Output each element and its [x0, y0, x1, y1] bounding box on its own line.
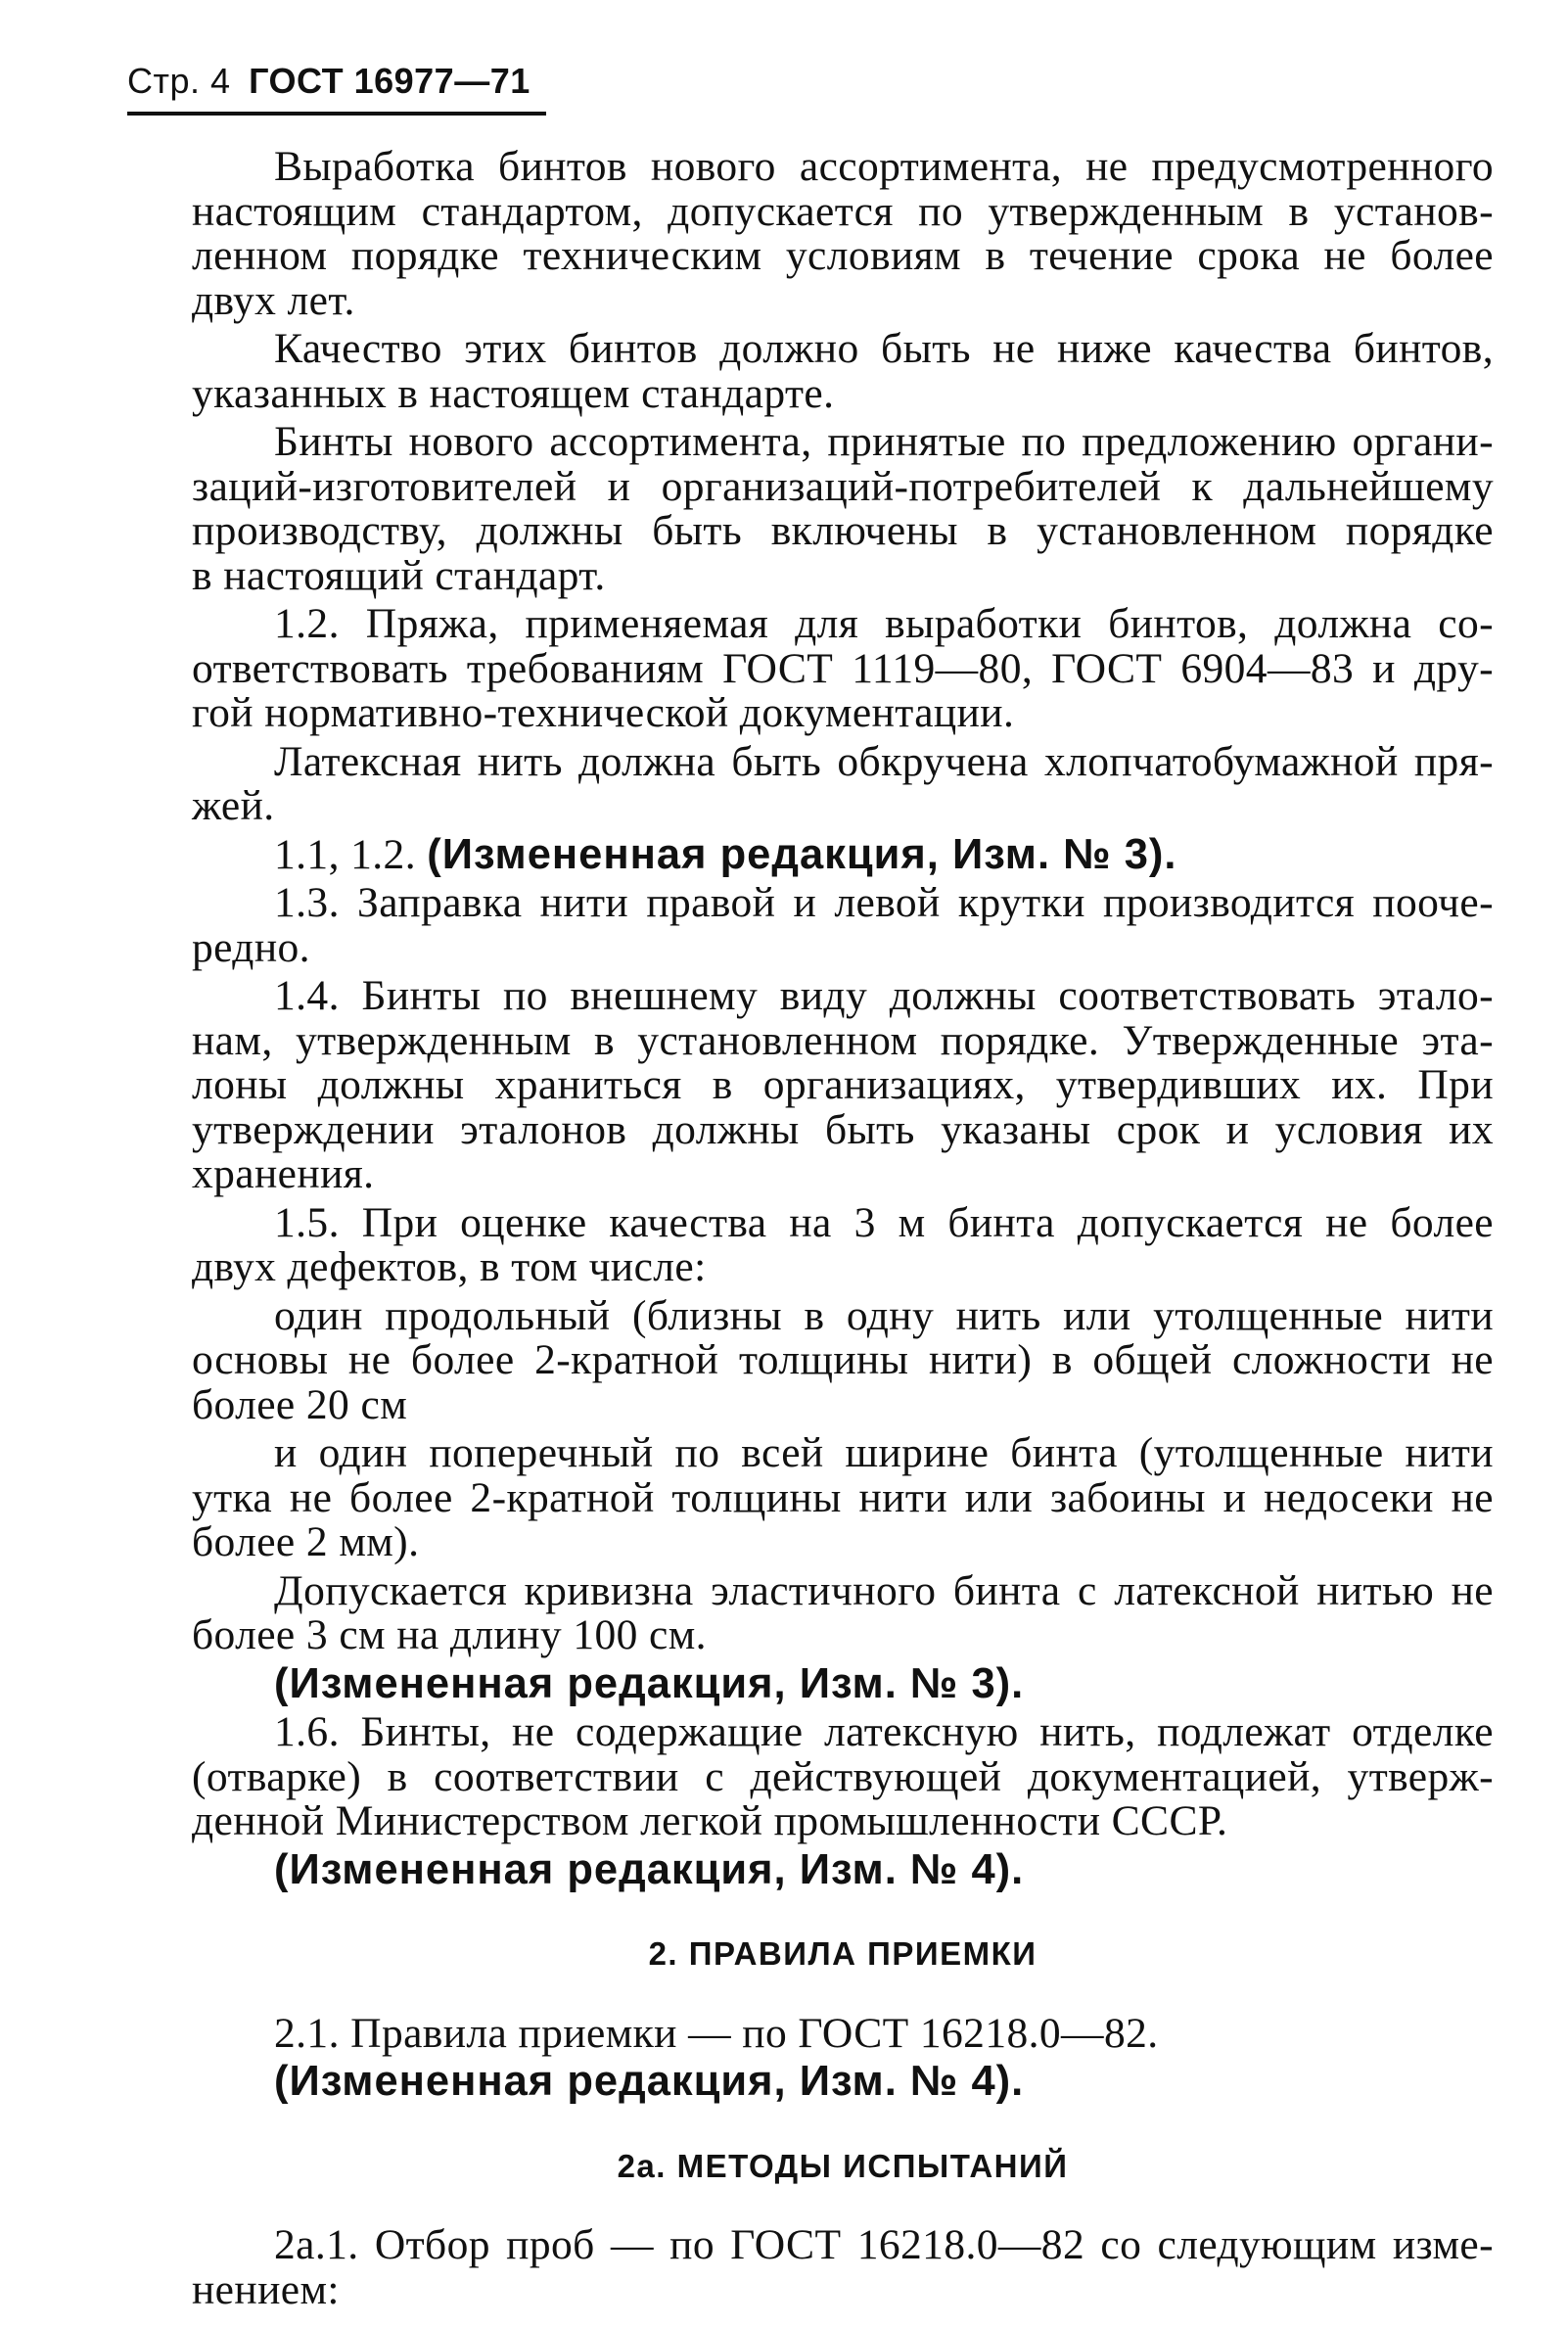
amendment-prefix: 1.1, 1.2. — [274, 830, 428, 878]
amendment-text: (Измененная редакция, Изм. № 4). — [274, 2058, 1025, 2105]
text-line: настоящим стандартом, допускается по утвержденным в установ- — [192, 187, 1494, 235]
document-body — [192, 145, 1494, 2316]
text-line: Бинты нового ассортимента, принятые по предложению органи- — [274, 418, 1494, 465]
clause-1-4 — [192, 974, 1494, 1197]
page-header — [127, 61, 530, 102]
text-line: заций-изготовителей и организаций-потребителей к дальнейшему — [192, 462, 1494, 510]
text-line: хранения. — [192, 1150, 375, 1197]
text-line: производству, должны быть включены в установленном порядке — [192, 507, 1494, 554]
text-line: утверждении эталонов должны быть указаны срок и условия их — [192, 1105, 1494, 1153]
page-number: Стр. 4 — [127, 61, 231, 101]
text-line: 1.2. Пряжа, применяемая для выработки бинтов, должна со- — [274, 600, 1494, 647]
text-line: гой нормативно-технической документации. — [192, 689, 1015, 736]
text-line: Латексная нить должна быть обкручена хлопчатобумажной пря- — [274, 737, 1494, 785]
section-heading: 2. ПРАВИЛА ПРИЕМКИ — [648, 1935, 1038, 1972]
paragraph — [192, 327, 1494, 416]
paragraph — [192, 1431, 1494, 1565]
text-line — [192, 830, 1494, 878]
text-line: ленном порядке техническим условиям в течение срока не более — [192, 232, 1494, 279]
text-line: двух лет. — [192, 276, 355, 324]
paragraph — [192, 737, 1494, 829]
amendment-note — [192, 1659, 1494, 1707]
amendment-note — [192, 830, 1494, 878]
amendment-text: (Измененная редакция, Изм. № 3). — [427, 830, 1177, 878]
text-line: Качество этих бинтов должно быть не ниже качества бинтов, — [274, 325, 1494, 372]
amendment-text: (Измененная редакция, Изм. № 3). — [274, 1659, 1025, 1707]
text-line: двух дефектов, в том числе: — [192, 1243, 707, 1290]
paragraph — [192, 1291, 1494, 1428]
text-line: 1.4. Бинты по внешнему виду должны соответствовать этало- — [274, 972, 1494, 1019]
text-line — [192, 2060, 1494, 2105]
text-line: Выработка бинтов нового ассортимента, не предусмотренного — [274, 143, 1494, 190]
clause-2a-1 — [192, 2223, 1494, 2312]
amendment-note — [192, 2060, 1494, 2105]
text-line: ответствовать требованиям ГОСТ 1119—80, ГОСТ 6904—83 и дру- — [192, 644, 1494, 692]
text-line: редно. — [192, 923, 310, 971]
text-line: Допускается кривизна эластичного бинта с латексной нитью не — [274, 1566, 1494, 1614]
text-line: более 20 см — [192, 1380, 408, 1428]
standard-code: ГОСТ 16977—71 — [249, 61, 530, 101]
paragraph — [192, 420, 1494, 598]
clause-2-1 — [192, 2009, 1494, 2057]
text-line: нам, утвержденным в установленном порядке. Утвержденные эта- — [192, 1016, 1494, 1064]
text-line: более 3 см на длину 100 см. — [192, 1611, 707, 1658]
text-line: (отварке) в соответствии с действующей документацией, утверж- — [192, 1752, 1494, 1800]
clause-1-2 — [192, 602, 1494, 736]
text-line: указанных в настоящем стандарте. — [192, 369, 835, 417]
text-line: жей. — [192, 782, 275, 829]
text-line: денной Министерством легкой промышленности СССР. — [192, 1797, 1228, 1844]
header-rule — [127, 112, 546, 116]
text-line: 2а.1. Отбор проб — по ГОСТ 16218.0—82 со следующим изме- — [274, 2221, 1494, 2268]
text-line: 1.6. Бинты, не содержащие латексную нить, подлежат отделке — [274, 1708, 1494, 1755]
text-line — [192, 1659, 1494, 1707]
text-line: основы не более 2-кратной толщины нити) в общей сложности не — [192, 1336, 1494, 1383]
amendment-text: (Измененная редакция, Изм. № 4). — [274, 1845, 1025, 1893]
text-line: 1.3. Заправка нити правой и левой крутки производится пооче- — [274, 879, 1494, 926]
paragraph — [192, 145, 1494, 323]
text-line: 1.5. При оценке качества на 3 м бинта допускается не более — [274, 1198, 1494, 1246]
amendment-note — [192, 1845, 1494, 1893]
paragraph — [192, 1566, 1494, 1658]
text-line: утка не более 2-кратной толщины нити или забоины и недосеки не — [192, 1473, 1494, 1521]
text-line — [192, 1845, 1494, 1893]
text-line: лоны должны храниться в организациях, утвердивших их. При — [192, 1061, 1494, 1108]
text-line: более 2 мм). — [192, 1518, 420, 1565]
clause-1-3 — [192, 881, 1494, 970]
text-line: 2.1. Правила приемки — по ГОСТ 16218.0—82. — [274, 2009, 1159, 2057]
text-line: и один поперечный по всей ширине бинта (утолщенные нити — [274, 1429, 1494, 1476]
text-line: в настоящий стандарт. — [192, 551, 606, 599]
text-line: нением: — [192, 2265, 340, 2313]
section-heading: 2а. МЕТОДЫ ИСПЫТАНИЙ — [617, 2147, 1069, 2184]
text-line: один продольный (близны в одну нить или утолщенные нити — [274, 1291, 1494, 1339]
clause-1-6 — [192, 1710, 1494, 1844]
clause-1-5 — [192, 1198, 1494, 1290]
